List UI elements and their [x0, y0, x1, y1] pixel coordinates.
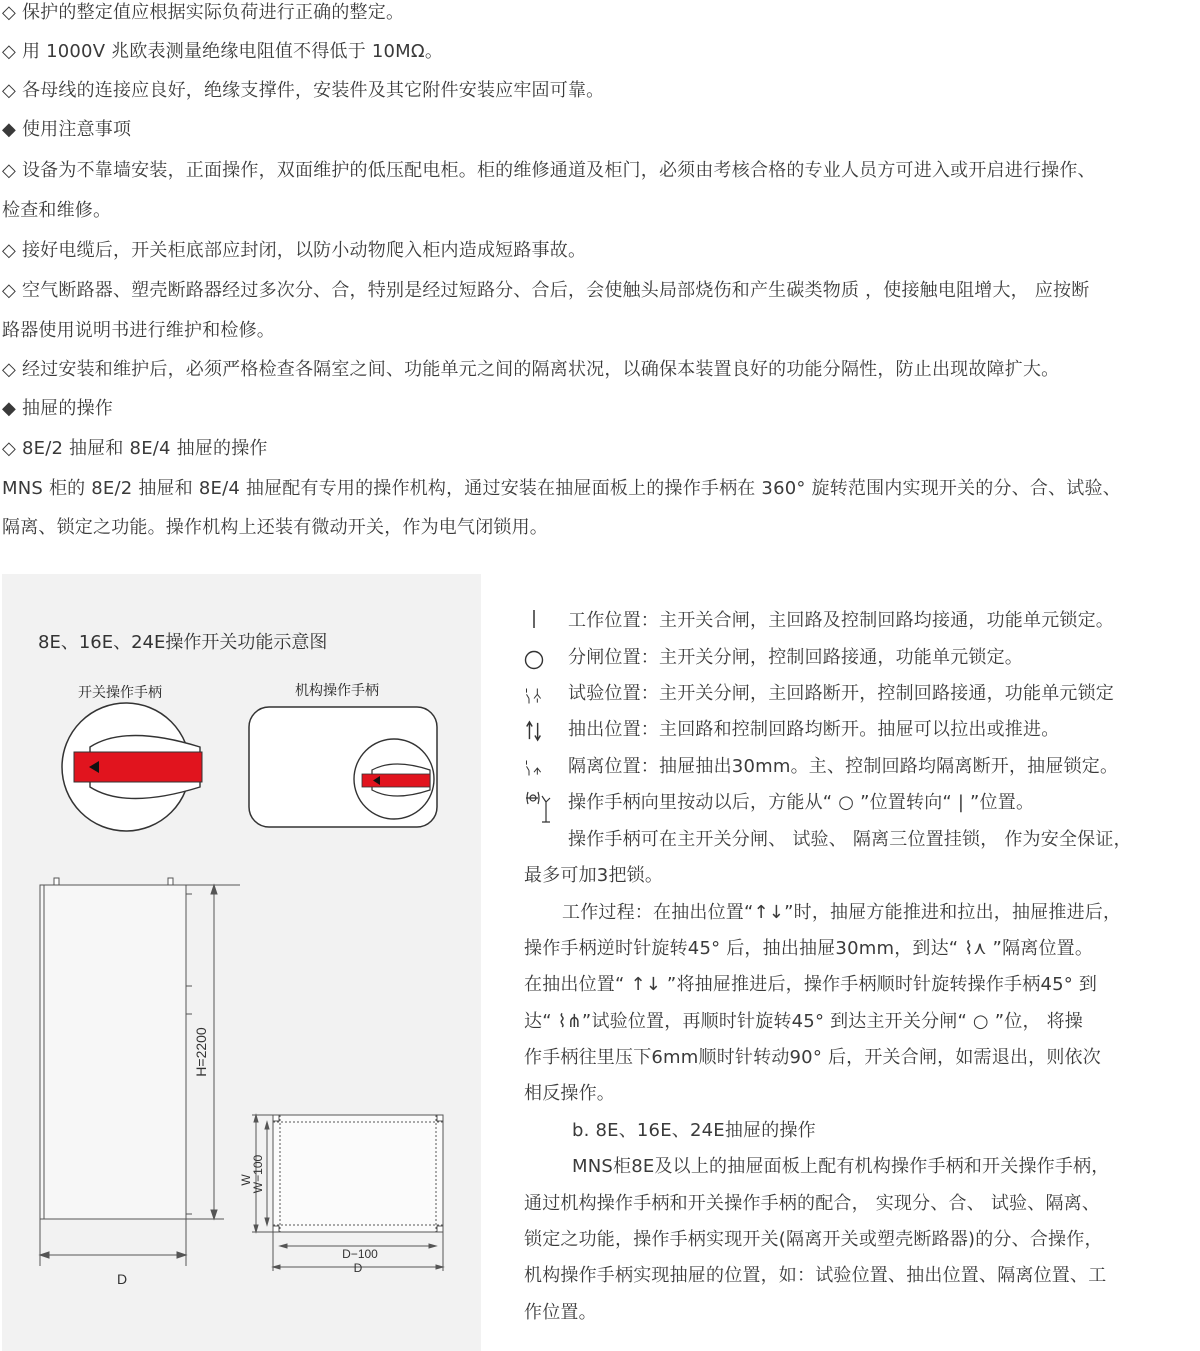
subsection-heading: b. 8E、16E、24E抽屉的操作	[572, 1120, 816, 1141]
work-position-icon	[524, 608, 544, 632]
text-line: ◇ 保护的整定值应根据实际负荷进行正确的整定。	[2, 2, 405, 23]
plan-depth-minus-label: D−100	[342, 1247, 378, 1261]
paragraph-line: 操作手柄可在主开关分闸、 试验、 隔离三位置挂锁， 作为安全保证，	[568, 829, 1132, 850]
text-line: ◇ 各母线的连接应良好，绝缘支撑件，安装件及其它附件安装应牢固可靠。	[2, 80, 605, 101]
paragraph-line: 作位置。	[524, 1302, 597, 1323]
paragraph-line: 作手柄往里压下6mm顺时针转动90° 后，开关合闸，如需退出，则依次	[524, 1047, 1101, 1068]
legend-text: 工作位置：主开关合闸，主回路及控制回路均接通，功能单元锁定。	[568, 610, 1114, 631]
section-heading: ◆ 抽屉的操作	[2, 398, 113, 419]
legend-text: 试验位置：主开关分闸，主回路断开，控制回路接通，功能单元锁定	[568, 683, 1114, 704]
diagram-panel	[2, 574, 481, 1351]
section-heading: ◆ 使用注意事项	[2, 119, 132, 140]
height-dimension-label: H=2200	[193, 1027, 209, 1077]
legend-text: 分闸位置：主开关分闸，控制回路接通，功能单元锁定。	[568, 647, 1023, 668]
text-line: ◇ 接好电缆后，开关柜底部应封闭，以防小动物爬入柜内造成短路事故。	[2, 240, 587, 261]
text-line: MNS 柜的 8E/2 抽屉和 8E/4 抽屉配有专用的操作机构，通过安装在抽屉面板上的操作手柄在 360° 旋转范围内实现开关的分、合、试验、	[2, 478, 1121, 499]
text-line: 路器使用说明书进行维护和检修。	[2, 320, 275, 341]
open-position-icon	[524, 648, 544, 672]
text-line: ◇ 用 1000V 兆欧表测量绝缘电阻值不得低于 10MΩ。	[2, 41, 444, 62]
mechanism-handle-label: 机构操作手柄	[295, 683, 379, 699]
paragraph-line: 最多可加3把锁。	[524, 865, 664, 886]
paragraph-line: 机构操作手柄实现抽屉的位置，如：试验位置、抽出位置、隔离位置、工	[524, 1265, 1107, 1286]
cabinet-elevation	[40, 878, 240, 1266]
mechanism-handle-illustration	[249, 707, 437, 827]
paragraph-line: 工作过程：在抽出位置“↑↓”时，抽屉方能推进和拉出，抽屉推进后，	[562, 902, 1122, 923]
diagram-drawing	[2, 574, 481, 1351]
text-line: ◇ 经过安装和维护后，必须严格检查各隔室之间、功能单元之间的隔离状况，以确保本装置良好的功能分隔性，防止出现故障扩大。	[2, 359, 1060, 380]
plan-width-label: W	[239, 1174, 253, 1186]
text-line: ◇ 空气断路器、塑壳断路器经过多次分、合，特别是经过短路分、合后，会使触头局部烧伤和产生碳类物质 ，使接触电阻增大， 应按断	[2, 280, 1090, 301]
test-position-icon	[524, 684, 544, 708]
switch-handle-illustration	[62, 703, 202, 831]
plan-width-minus-label: W−100	[251, 1154, 265, 1194]
switch-handle-label: 开关操作手柄	[78, 685, 162, 701]
paragraph-line: 达“ ⌇⋔”试验位置，再顺时针旋转45° 到达主开关分闸“ ○ ”位， 将操	[524, 1011, 1083, 1032]
paragraph-line: MNS柜8E及以上的抽屉面板上配有机构操作手柄和开关操作手柄，	[572, 1156, 1110, 1177]
text-line: ◇ 设备为不靠墙安装，正面操作，双面维护的低压配电柜。柜的维修通道及柜门，必须由考核合格的专业人员方可进入或开启进行操作、	[2, 160, 1096, 181]
plan-depth-label: D	[353, 1261, 363, 1275]
text-line: 检查和维修。	[2, 200, 112, 221]
paragraph-line: 相反操作。	[524, 1083, 615, 1104]
legend-text: 操作手柄向里按动以后，方能从“ ○ ”位置转向“ | ”位置。	[568, 792, 1035, 813]
legend-text: 隔离位置：抽屉抽出30mm。主、控制回路均隔离断开，抽屉锁定。	[568, 756, 1119, 777]
text-line: ◇ 8E/2 抽屉和 8E/4 抽屉的操作	[2, 438, 268, 459]
legend-text: 抽出位置：主回路和控制回路均断开。抽屉可以拉出或推进。	[568, 719, 1060, 740]
press-handle-icon	[524, 788, 554, 826]
text-line: 隔离、锁定之功能。操作机构上还装有微动开关，作为电气闭锁用。	[2, 517, 548, 538]
paragraph-line: 通过机构操作手柄和开关操作手柄的配合， 实现分、合、 试验、隔离、	[524, 1193, 1101, 1214]
depth-dimension-label: D	[116, 1271, 128, 1287]
paragraph-line: 操作手柄逆时针旋转45° 后，抽出抽屉30mm，到达“ ⌇⋏ ”隔离位置。	[524, 938, 1094, 959]
paragraph-line: 锁定之功能，操作手柄实现开关(隔离开关或塑壳断路器)的分、合操作，	[524, 1229, 1103, 1250]
paragraph-line: 在抽出位置“ ↑↓ ”将抽屉推进后，操作手柄顺时针旋转操作手柄45° 到	[524, 974, 1098, 995]
diagram-title: 8E、16E、24E操作开关功能示意图	[38, 632, 328, 653]
withdraw-position-icon	[524, 718, 544, 744]
isolate-position-icon	[524, 756, 544, 780]
